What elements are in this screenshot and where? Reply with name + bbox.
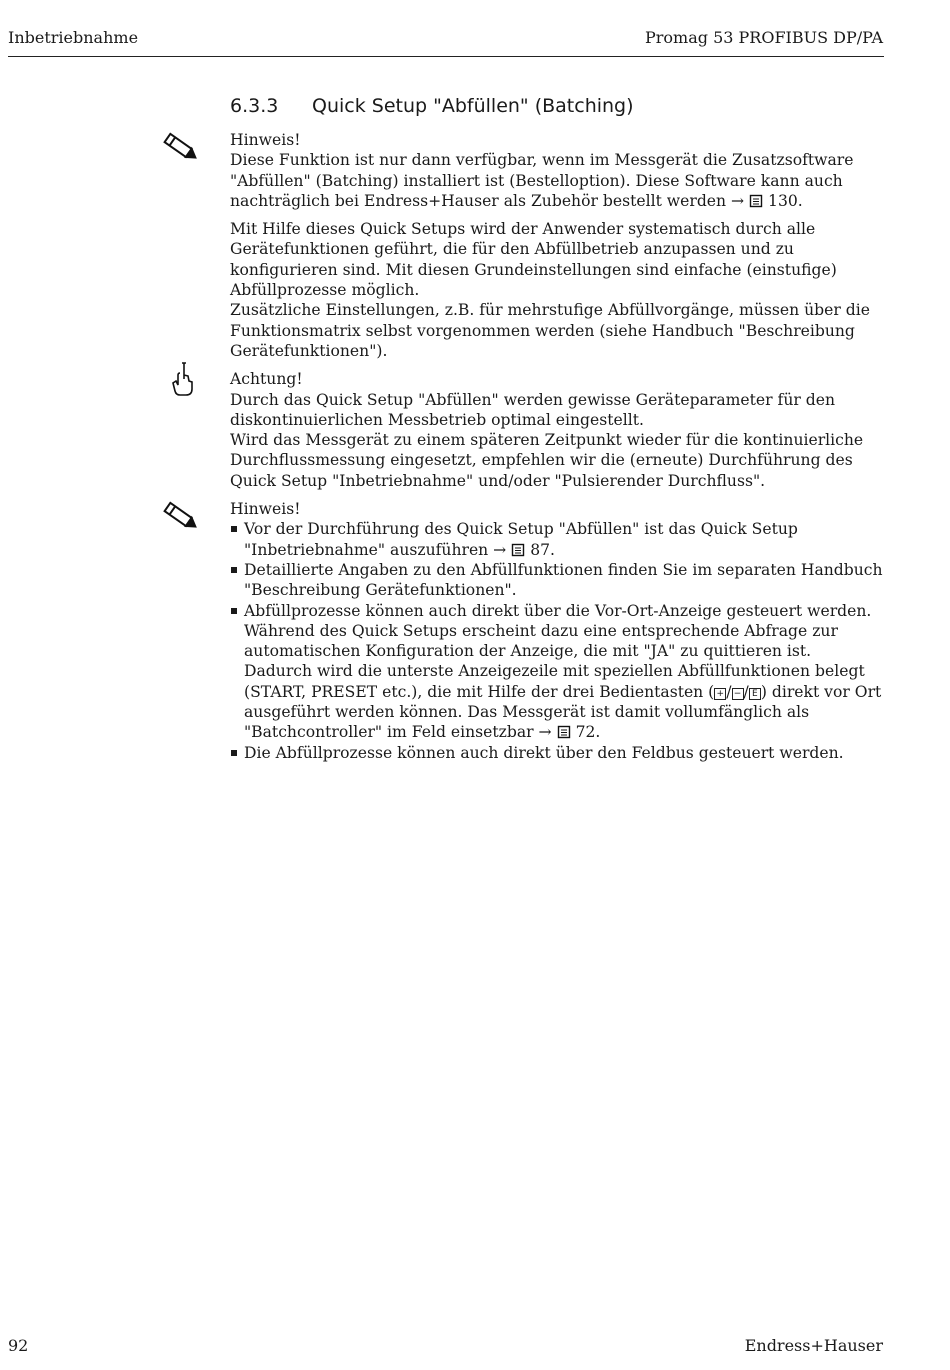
minus-key-icon: −: [732, 688, 744, 700]
bullet-icon: [231, 608, 237, 614]
note-block-2: [230, 499, 884, 763]
bullet-icon: [231, 567, 237, 573]
bullet-icon: [231, 750, 237, 756]
pointing-hand-icon: [160, 361, 200, 397]
list-item: Vor der Durchführung des Quick Setup "Abfüllen" ist das Quick Setup "Inbetriebnahme" auszuführen → 87.: [230, 519, 884, 560]
note-label: Hinweis!: [230, 131, 301, 149]
pencil-note-icon: [160, 499, 200, 535]
page-ref: 87.: [530, 540, 555, 559]
content: [230, 92, 884, 771]
list-item: Die Abfüllprozesse können auch direkt über den Feldbus gesteuert werden.: [230, 743, 884, 763]
page-ref-icon: [511, 543, 525, 557]
list-item: Abfüllprozesse können auch direkt über die Vor-Ort-Anzeige gesteuert werden. Während des Quick Setups erscheint dazu eine entsprechende Abfrage zur automatischen Konfiguration der Anzeige, die mit "JA" zu quittieren ist. Dadurch wird die unterste Anzeigezeile mit speziellen Abfüllfunktionen belegt (START, PRESET etc.), die mit Hilfe der drei Bedientasten ( + / − / E ) direkt vor Ort ausgeführt werden können. Das Messgerät ist damit vollumfänglich als "Batchcontroller" im Feld einsetzbar → 72.: [230, 601, 884, 743]
page-ref: 130.: [768, 191, 803, 210]
header-chapter: Inbetriebnahme: [8, 28, 139, 47]
note-block-1: [230, 130, 884, 211]
page-number: 92: [8, 1336, 29, 1355]
pencil-note-icon: [160, 130, 200, 166]
note-label: Hinweis!: [230, 500, 301, 519]
enter-key-icon: E: [749, 688, 761, 700]
caution-label: Achtung!: [230, 370, 303, 389]
caution-paragraph-1: Durch das Quick Setup "Abfüllen" werden gewisse Geräteparameter für den diskontinuierlichen Messbetrieb optimal eingestellt.: [230, 390, 836, 429]
header-product: Promag 53 PROFIBUS DP/PA: [644, 28, 883, 47]
bullet-icon: [231, 526, 237, 532]
page-ref-icon: [557, 725, 571, 739]
caution-paragraph-2: Wird das Messgerät zu einem späteren Zeitpunkt wieder für die kontinuierliche Durchflussmessung eingesetzt, empfehlen wir die (erneute) Durchführung des Quick Setup "Inbetriebnahme" und/oder "Pulsierender Durchfluss".: [230, 431, 864, 490]
intro-paragraph-2: Zusätzliche Einstellungen, z.B. für mehrstufige Abfüllvorgänge, müssen über die Funktionsmatrix selbst vorgenommen werden (siehe Handbuch "Beschreibung Gerätefunktionen").: [230, 301, 870, 360]
footer-brand: Endress+Hauser: [744, 1336, 883, 1355]
section-heading: [230, 92, 884, 120]
caution-block: [230, 369, 884, 491]
list-item: Detaillierte Angaben zu den Abfüllfunktionen finden Sie im separaten Handbuch "Beschreibung Gerätefunktionen".: [230, 560, 884, 601]
note-bullet-list: [230, 519, 884, 763]
intro-block: [230, 219, 884, 361]
page-ref-icon: [749, 194, 763, 208]
section-number: 6.3.3: [230, 95, 279, 117]
header-rule: [8, 56, 884, 57]
note-text: Diese Funktion ist nur dann verfügbar, wenn im Messgerät die Zusatzsoftware "Abfüllen" (Batching) installiert ist (Bestelloption). Diese Software kann auch nachträglich bei Endress+Hauser als Zubehör bestellt werden → 130.: [230, 151, 854, 210]
page-ref: 72.: [575, 723, 601, 742]
intro-paragraph-1: Mit Hilfe dieses Quick Setups wird der Anwender systematisch durch alle Gerätefunktionen geführt, die für den Abfüllbetrieb anzupassen und zu konfigurieren sind. Mit diesen Grundeinstellungen sind einfache (einstufige) Abfüllprozesse möglich.: [230, 220, 837, 300]
plus-key-icon: +: [714, 688, 726, 700]
section-title: Quick Setup "Abfüllen" (Batching): [312, 95, 634, 117]
